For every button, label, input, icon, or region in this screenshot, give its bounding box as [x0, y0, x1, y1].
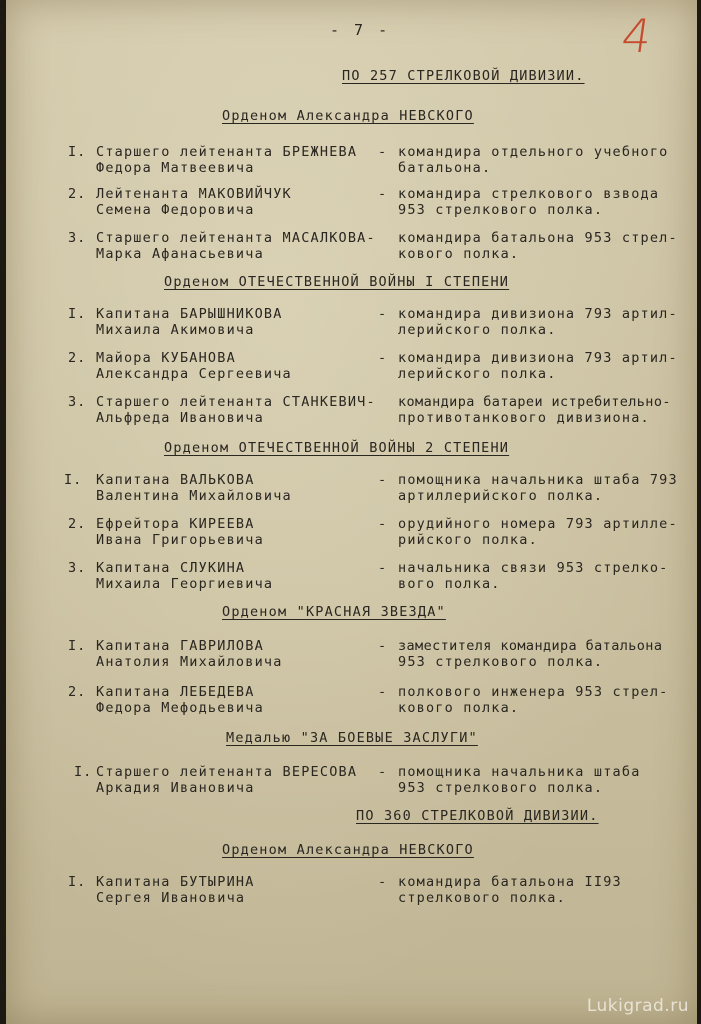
- entry-dash: -: [378, 186, 387, 202]
- entry-desc-line1: заместителя командира батальона: [398, 638, 663, 654]
- entry-dash: -: [378, 684, 387, 700]
- entry-dash: -: [378, 764, 387, 780]
- entry-desc-line2: артиллерийского полка.: [398, 488, 604, 504]
- entry-desc-line2: кового полка.: [398, 700, 520, 716]
- entry-desc-line2: противотанкового дивизиона.: [398, 410, 650, 426]
- entry-dash: -: [378, 874, 387, 890]
- entry-desc-line1: командира дивизиона 793 артил-: [398, 350, 678, 366]
- entry-dash: -: [378, 472, 387, 488]
- entry-desc-line2: лерийского полка.: [398, 322, 557, 338]
- section-title-combat-merit-medal: Медалью "ЗА БОЕВЫЕ ЗАСЛУГИ": [226, 730, 478, 746]
- entry-number: I.: [68, 874, 87, 890]
- entry-number: I.: [74, 764, 93, 780]
- entry-name-line2: Федора Мефодьевича: [96, 700, 264, 716]
- entry-number: I.: [68, 306, 87, 322]
- entry-name-line2: Валентина Михайловича: [96, 488, 292, 504]
- entry-name-line1: Старшего лейтенанта СТАНКЕВИЧ-: [96, 394, 376, 410]
- entry-name-line2: Анатолия Михайловича: [96, 654, 283, 670]
- division-257-heading: ПО 257 СТРЕЛКОВОЙ ДИВИЗИИ.: [342, 68, 585, 84]
- entry-name-line2: Михаила Георгиевича: [96, 576, 274, 592]
- entry-name-line1: Ефрейтора КИРЕЕВА: [96, 516, 255, 532]
- entry-desc-line1: помощника начальника штаба: [398, 764, 641, 780]
- entry-name-line1: Капитана БУТЫРИНА: [96, 874, 255, 890]
- entry-desc-line1: помощника начальника штаба 793: [398, 472, 678, 488]
- section-title-red-star: Орденом "КРАСНАЯ ЗВЕЗДА": [222, 604, 446, 620]
- entry-desc-line2: 953 стрелкового полка.: [398, 654, 604, 670]
- entry-name-line1: Капитана ГАВРИЛОВА: [96, 638, 264, 654]
- entry-dash: -: [378, 516, 387, 532]
- entry-dash: -: [378, 638, 387, 654]
- entry-number: 2.: [68, 516, 87, 532]
- entry-name-line2: Ивана Григорьевича: [96, 532, 264, 548]
- entry-desc-line1: полкового инженера 953 стрел-: [398, 684, 669, 700]
- watermark: Lukigrad.ru: [586, 996, 689, 1016]
- entry-name-line1: Капитана СЛУКИНА: [96, 560, 246, 576]
- entry-name-line2: Федора Матвеевича: [96, 160, 255, 176]
- entry-name-line2: Сергея Ивановича: [96, 890, 246, 906]
- entry-number: 3.: [68, 560, 87, 576]
- entry-number: 3.: [68, 394, 87, 410]
- entry-dash: -: [378, 144, 387, 160]
- entry-name-line1: Старшего лейтенанта ВЕРЕСОВА: [96, 764, 358, 780]
- entry-desc-line1: командира отдельного учебного: [398, 144, 669, 160]
- entry-number: I.: [68, 144, 87, 160]
- entry-name-line2: Аркадия Ивановича: [96, 780, 255, 796]
- entry-desc-line2: батальона.: [398, 160, 492, 176]
- entry-name-line1: Капитана ВАЛЬКОВА: [96, 472, 255, 488]
- entry-desc-line1: командира батальона II93: [398, 874, 622, 890]
- entry-desc-line2: кового полка.: [398, 246, 520, 262]
- entry-name-line2: Марка Афанасьевича: [96, 246, 264, 262]
- entry-desc-line1: командира батальона 953 стрел-: [398, 230, 678, 246]
- entry-desc-line1: командира стрелкового взвода: [398, 186, 660, 202]
- entry-desc-line1: начальника связи 953 стрелко-: [398, 560, 669, 576]
- entry-name-line1: Майора КУБАНОВА: [96, 350, 236, 366]
- section-title-nevsky-360: Орденом Александра НЕВСКОГО: [222, 842, 474, 858]
- entry-name-line1: Старшего лейтенанта МАСАЛКОВА-: [96, 230, 376, 246]
- entry-number: 3.: [68, 230, 87, 246]
- entry-dash: -: [378, 560, 387, 576]
- entry-name-line2: Семена Федоровича: [96, 202, 255, 218]
- entry-name-line1: Лейтенанта МАКОВИЙЧУК: [96, 186, 292, 202]
- section-title-nevsky: Орденом Александра НЕВСКОГО: [222, 108, 474, 124]
- section-title-patriotic-war-2: Орденом ОТЕЧЕСТВЕННОЙ ВОЙНЫ 2 СТЕПЕНИ: [164, 440, 510, 456]
- entry-dash: -: [378, 306, 387, 322]
- entry-desc-line2: вого полка.: [398, 576, 501, 592]
- entry-number: 2.: [68, 350, 87, 366]
- entry-number: I.: [68, 638, 87, 654]
- section-title-patriotic-war-1: Орденом ОТЕЧЕСТВЕННОЙ ВОЙНЫ I СТЕПЕНИ: [164, 274, 510, 290]
- handwritten-page-number: 4: [618, 9, 657, 63]
- entry-number: 2.: [68, 684, 87, 700]
- entry-name-line2: Альфреда Ивановича: [96, 410, 264, 426]
- entry-dash: -: [378, 350, 387, 366]
- page-number: - 7 -: [330, 21, 391, 39]
- entry-desc-line1: командира дивизиона 793 артил-: [398, 306, 678, 322]
- entry-desc-line1: командира батареи истребительно-: [398, 394, 671, 410]
- entry-name-line2: Александра Сергеевича: [96, 366, 292, 382]
- entry-name-line1: Старшего лейтенанта БРЕЖНЕВА: [96, 144, 358, 160]
- entry-desc-line2: рийского полка.: [398, 532, 538, 548]
- entry-desc-line1: орудийного номера 793 артилле-: [398, 516, 678, 532]
- entry-desc-line2: 953 стрелкового полка.: [398, 202, 604, 218]
- entry-desc-line2: стрелкового полка.: [398, 890, 566, 906]
- entry-number: 2.: [68, 186, 87, 202]
- entry-desc-line2: лерийского полка.: [398, 366, 557, 382]
- entry-name-line1: Капитана БАРЫШНИКОВА: [96, 306, 283, 322]
- entry-name-line1: Капитана ЛЕБЕДЕВА: [96, 684, 255, 700]
- entry-desc-line2: 953 стрелкового полка.: [398, 780, 604, 796]
- entry-number: I.: [64, 472, 83, 488]
- entry-name-line2: Михаила Акимовича: [96, 322, 255, 338]
- division-360-heading: ПО 360 СТРЕЛКОВОЙ ДИВИЗИИ.: [356, 808, 599, 824]
